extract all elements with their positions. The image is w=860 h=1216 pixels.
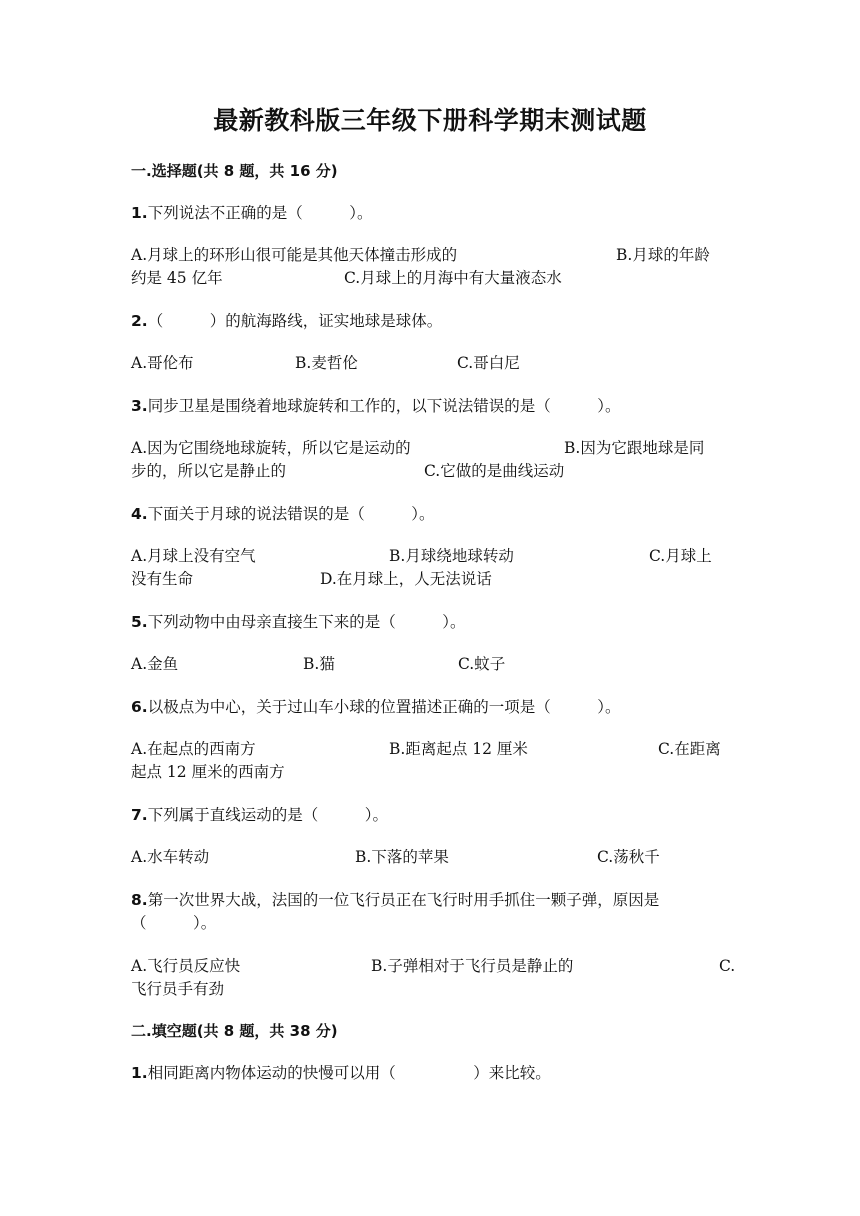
option-b-continued: 步的，所以它是静止的 [131,462,287,480]
exam-title: 最新教科版三年级下册科学期末测试题 [213,106,647,135]
option-d: D.在月球上，人无法说话 [320,570,492,588]
option-a: A.飞行员反应快 [131,957,241,975]
question-6-options-line-1 [131,738,721,760]
option-b: B.因为它跟地球是同 [564,439,705,457]
option-c: C. [719,957,736,975]
option-b: B.月球的年龄 [616,246,710,264]
question-3-options-line-2 [131,460,565,482]
question-7-options [131,846,660,868]
question-number: 1. [131,204,148,222]
option-c: C.在距离 [658,740,721,758]
option-a: A.在起点的西南方 [131,740,256,758]
option-c-continued: 飞行员手有劲 [131,980,225,998]
option-a: A.哥伦布 [131,354,194,372]
question-3-options-line-1 [131,437,705,459]
option-b: B.月球绕地球转动 [389,547,514,565]
section-heading-choice: 一.选择题(共 8 题，共 16 分) [131,162,338,180]
question-number: 5. [131,613,148,631]
option-c: C.月球上 [649,547,712,565]
question-stem: 以极点为中心，关于过山车小球的位置描述正确的一项是（ ）。 [147,698,621,716]
question-5-options [131,653,506,675]
question-6-options-line-2 [131,761,285,783]
question-5 [131,611,465,633]
question-1-options-line-1 [131,244,710,266]
question-8-options-line-2 [131,978,224,1000]
option-c: C.哥白尼 [457,354,520,372]
option-b-continued: 约是 45 亿年 [131,269,223,287]
option-b: B.下落的苹果 [355,848,449,866]
question-2-options [131,352,520,374]
question-stem: 相同距离内物体运动的快慢可以用（ ）来比较。 [147,1064,551,1082]
question-4-options-line-1 [131,545,712,567]
option-c: C.它做的是曲线运动 [424,462,565,480]
option-b: B.距离起点 12 厘米 [389,740,528,758]
option-b: B.子弹相对于飞行员是静止的 [371,957,574,975]
question-1-options-line-2 [131,267,562,289]
fill-question-1 [131,1062,551,1084]
question-2 [131,310,442,332]
question-stem: 下列属于直线运动的是（ ）。 [147,806,388,824]
question-1 [131,202,372,224]
question-stem: 下列说法不正确的是（ ）。 [147,204,373,222]
question-4 [131,503,434,525]
question-number: 8. [131,891,148,909]
question-number: 6. [131,698,148,716]
option-a: A.因为它围绕地球旋转，所以它是运动的 [131,439,411,457]
question-stem: 下列动物中由母亲直接生下来的是（ ）。 [147,613,466,631]
question-8-options-line-1 [131,955,736,977]
question-stem: （ ）的航海路线，证实地球是球体。 [147,312,443,330]
option-a: A.月球上的环形山很可能是其他天体撞击形成的 [131,246,458,264]
option-c: C.蚊子 [458,655,506,673]
question-stem: 第一次世界大战，法国的一位飞行员正在飞行时用手抓住一颗子弹，原因是 [147,891,660,909]
question-7 [131,804,388,826]
option-c-continued: 没有生命 [131,570,194,588]
question-3 [131,395,620,417]
question-number: 4. [131,505,148,523]
option-a: A.月球上没有空气 [131,547,256,565]
option-b: B.猫 [303,655,335,673]
question-stem: 同步卫星是围绕着地球旋转和工作的，以下说法错误的是（ ）。 [147,397,621,415]
option-c-continued: 起点 12 厘米的西南方 [131,763,285,781]
option-c: C.月球上的月海中有大量液态水 [344,269,562,287]
option-a: A.水车转动 [131,848,210,866]
question-8 [131,889,659,911]
question-number: 1. [131,1064,148,1082]
question-4-options-line-2 [131,568,492,590]
question-number: 3. [131,397,148,415]
question-number: 2. [131,312,148,330]
option-b: B.麦哲伦 [295,354,358,372]
question-8-stem-line-2: （ ）。 [131,914,217,932]
question-number: 7. [131,806,148,824]
section-heading-fill-blank: 二.填空题(共 8 题，共 38 分) [131,1022,338,1040]
option-c: C.荡秋千 [597,848,660,866]
option-a: A.金鱼 [131,655,179,673]
question-stem: 下面关于月球的说法错误的是（ ）。 [147,505,435,523]
question-6 [131,696,620,718]
